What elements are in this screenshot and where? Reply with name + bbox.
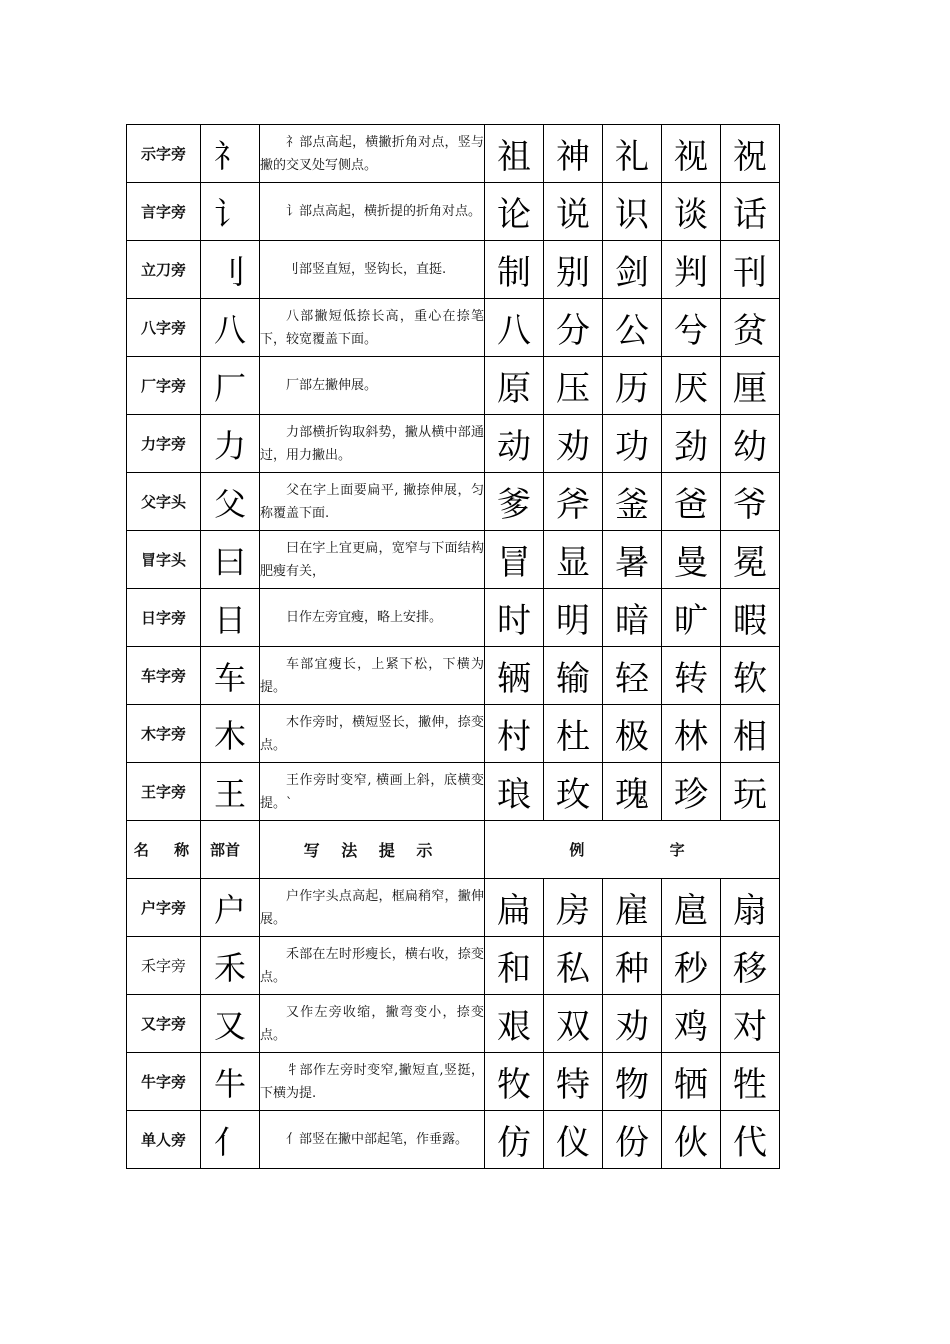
writing-tip — [260, 357, 485, 415]
writing-tip — [260, 415, 485, 473]
writing-tip — [260, 647, 485, 705]
example-char: 村 — [485, 705, 544, 763]
example-char: 功 — [603, 415, 662, 473]
example-char: 物 — [603, 1053, 662, 1111]
example-char: 软 — [721, 647, 780, 705]
radical-name: 冒字头 — [127, 531, 201, 589]
table-row — [127, 299, 780, 357]
writing-tip-text: 又作左旁收缩，撇弯变小，捺变点。 — [260, 1004, 484, 1043]
writing-tip-text: 日作左旁宜瘦，略上安排。 — [286, 610, 443, 625]
example-char: 动 — [485, 415, 544, 473]
radical-glyph: 禾 — [201, 937, 260, 995]
example-char: 玫 — [544, 763, 603, 821]
writing-tip-text: 厂部左撇伸展。 — [286, 378, 378, 393]
example-char: 劲 — [662, 415, 721, 473]
table-row — [127, 357, 780, 415]
example-char: 辆 — [485, 647, 544, 705]
example-char: 特 — [544, 1053, 603, 1111]
example-char: 谈 — [662, 183, 721, 241]
example-char: 制 — [485, 241, 544, 299]
example-char: 论 — [485, 183, 544, 241]
example-char: 琅 — [485, 763, 544, 821]
writing-tip-text: 八部撇短低捺长高，重心在捺笔下，较宽覆盖下面。 — [260, 308, 484, 347]
radical-glyph: 日 — [201, 589, 260, 647]
column-header-tip: 写 法 提 示 — [260, 821, 485, 879]
radical-name: 木字旁 — [127, 705, 201, 763]
example-char: 八 — [485, 299, 544, 357]
example-char: 厘 — [721, 357, 780, 415]
example-char: 幼 — [721, 415, 780, 473]
example-char: 伙 — [662, 1111, 721, 1169]
example-char: 输 — [544, 647, 603, 705]
example-char: 劝 — [544, 415, 603, 473]
example-char: 玩 — [721, 763, 780, 821]
writing-tip-text: 礻部点高起，横撇折角对点，竖与撇的交叉处写侧点。 — [260, 134, 484, 173]
radical-glyph: 亻 — [201, 1111, 260, 1169]
radical-rows-bottom — [127, 879, 780, 1169]
radical-table — [126, 124, 780, 1169]
writing-tip — [260, 1111, 485, 1169]
table-row — [127, 1111, 780, 1169]
radical-rows-top — [127, 125, 780, 821]
radical-name: 王字旁 — [127, 763, 201, 821]
table-row — [127, 879, 780, 937]
example-char: 厌 — [662, 357, 721, 415]
writing-tip-text: 曰在字上宜更扁，宽窄与下面结构肥瘦有关， — [260, 540, 484, 579]
example-char: 旷 — [662, 589, 721, 647]
writing-tip — [260, 183, 485, 241]
writing-tip — [260, 241, 485, 299]
example-char: 种 — [603, 937, 662, 995]
example-char: 说 — [544, 183, 603, 241]
example-char: 牺 — [662, 1053, 721, 1111]
example-char: 明 — [544, 589, 603, 647]
radical-name: 车字旁 — [127, 647, 201, 705]
writing-tip — [260, 473, 485, 531]
writing-tip-text: 车部宜瘦长，上紧下松，下横为提。 — [260, 656, 484, 695]
example-char: 爸 — [662, 473, 721, 531]
example-char: 转 — [662, 647, 721, 705]
writing-tip — [260, 937, 485, 995]
column-header-name: 名 称 — [127, 821, 201, 879]
table-row — [127, 125, 780, 183]
writing-tip — [260, 995, 485, 1053]
column-header-examples: 例 字 — [485, 821, 780, 879]
table-row — [127, 183, 780, 241]
writing-tip-text: 力部横折钩取斜势，撇从横中部通过，用力撇出。 — [260, 424, 484, 463]
example-char: 分 — [544, 299, 603, 357]
table-header-row — [127, 821, 780, 879]
radical-glyph: 木 — [201, 705, 260, 763]
radical-glyph: 父 — [201, 473, 260, 531]
radical-glyph: 刂 — [201, 241, 260, 299]
table-row — [127, 589, 780, 647]
example-char: 秒 — [662, 937, 721, 995]
example-char: 爹 — [485, 473, 544, 531]
example-char: 林 — [662, 705, 721, 763]
example-char: 贫 — [721, 299, 780, 357]
table-row — [127, 937, 780, 995]
table-row — [127, 415, 780, 473]
table-row — [127, 763, 780, 821]
example-char: 对 — [721, 995, 780, 1053]
example-char: 房 — [544, 879, 603, 937]
example-char: 艰 — [485, 995, 544, 1053]
writing-tip-text: 父在字上面要扁平, 撇捺伸展，匀称覆盖下面. — [260, 482, 484, 521]
writing-tip — [260, 763, 485, 821]
example-char: 劝 — [603, 995, 662, 1053]
writing-tip — [260, 531, 485, 589]
example-char: 原 — [485, 357, 544, 415]
table-row — [127, 241, 780, 299]
table-row — [127, 1053, 780, 1111]
writing-tip-text: 刂部竖直短，竖钩长，直挺. — [286, 262, 447, 277]
example-char: 仪 — [544, 1111, 603, 1169]
radical-name: 厂字旁 — [127, 357, 201, 415]
example-char: 相 — [721, 705, 780, 763]
example-char: 份 — [603, 1111, 662, 1169]
writing-tip — [260, 705, 485, 763]
writing-tip-text: 木作旁时，横短竖长，撇伸，捺变点。 — [260, 714, 484, 753]
example-char: 扈 — [662, 879, 721, 937]
example-char: 杜 — [544, 705, 603, 763]
example-char: 祖 — [485, 125, 544, 183]
example-char: 话 — [721, 183, 780, 241]
writing-tip-text: 禾部在左时形瘦长，横右收，捺变点。 — [260, 946, 484, 985]
radical-name: 牛字旁 — [127, 1053, 201, 1111]
example-char: 爷 — [721, 473, 780, 531]
radical-glyph: 户 — [201, 879, 260, 937]
example-char: 暑 — [603, 531, 662, 589]
example-char: 压 — [544, 357, 603, 415]
radical-glyph: 牛 — [201, 1053, 260, 1111]
example-char: 移 — [721, 937, 780, 995]
example-char: 斧 — [544, 473, 603, 531]
radical-name: 父字头 — [127, 473, 201, 531]
radical-glyph: 曰 — [201, 531, 260, 589]
example-char: 双 — [544, 995, 603, 1053]
example-char: 冒 — [485, 531, 544, 589]
example-char: 代 — [721, 1111, 780, 1169]
writing-tip-text: 亻部竖在撇中部起笔，作垂露。 — [286, 1132, 469, 1147]
example-char: 历 — [603, 357, 662, 415]
radical-name: 示字旁 — [127, 125, 201, 183]
radical-glyph: 力 — [201, 415, 260, 473]
example-char: 冕 — [721, 531, 780, 589]
example-char: 刊 — [721, 241, 780, 299]
radical-name: 八字旁 — [127, 299, 201, 357]
example-char: 牧 — [485, 1053, 544, 1111]
radical-table-header — [127, 821, 780, 879]
example-char: 牲 — [721, 1053, 780, 1111]
writing-tip — [260, 879, 485, 937]
example-char: 剑 — [603, 241, 662, 299]
writing-tip-text: 王作旁时变窄, 横画上斜，底横变提。` — [260, 772, 484, 811]
writing-tip — [260, 299, 485, 357]
writing-tip-text: 讠部点高起，横折提的折角对点。 — [286, 204, 482, 219]
example-char: 神 — [544, 125, 603, 183]
table-row — [127, 647, 780, 705]
writing-tip — [260, 589, 485, 647]
radical-glyph: 八 — [201, 299, 260, 357]
radical-name: 言字旁 — [127, 183, 201, 241]
example-char: 祝 — [721, 125, 780, 183]
example-char: 曼 — [662, 531, 721, 589]
radical-name: 禾字旁 — [127, 937, 201, 995]
example-char: 显 — [544, 531, 603, 589]
radical-name: 户字旁 — [127, 879, 201, 937]
example-char: 识 — [603, 183, 662, 241]
example-char: 扁 — [485, 879, 544, 937]
radical-glyph: 王 — [201, 763, 260, 821]
writing-tip-text: 户作字头点高起，框扁稍窄，撇伸展。 — [260, 888, 484, 927]
example-char: 私 — [544, 937, 603, 995]
example-char: 暗 — [603, 589, 662, 647]
example-char: 釜 — [603, 473, 662, 531]
example-char: 和 — [485, 937, 544, 995]
radical-glyph: 厂 — [201, 357, 260, 415]
radical-glyph: 车 — [201, 647, 260, 705]
example-char: 礼 — [603, 125, 662, 183]
example-char: 公 — [603, 299, 662, 357]
example-char: 鸡 — [662, 995, 721, 1053]
table-row — [127, 473, 780, 531]
radical-name: 又字旁 — [127, 995, 201, 1053]
radical-name: 单人旁 — [127, 1111, 201, 1169]
writing-tip — [260, 125, 485, 183]
example-char: 判 — [662, 241, 721, 299]
column-header-radical: 部首 — [201, 821, 260, 879]
example-char: 时 — [485, 589, 544, 647]
radical-glyph: 讠 — [201, 183, 260, 241]
example-char: 瑰 — [603, 763, 662, 821]
radical-name: 立刀旁 — [127, 241, 201, 299]
example-char: 极 — [603, 705, 662, 763]
radical-name: 力字旁 — [127, 415, 201, 473]
writing-tip-text: 牜部作左旁时变窄,撇短直,竖挺，下横为提. — [260, 1062, 484, 1101]
radical-glyph: 礻 — [201, 125, 260, 183]
example-char: 珍 — [662, 763, 721, 821]
example-char: 雇 — [603, 879, 662, 937]
example-char: 轻 — [603, 647, 662, 705]
example-char: 兮 — [662, 299, 721, 357]
example-char: 仿 — [485, 1111, 544, 1169]
writing-tip — [260, 1053, 485, 1111]
radical-name: 日字旁 — [127, 589, 201, 647]
table-row — [127, 995, 780, 1053]
example-char: 视 — [662, 125, 721, 183]
example-char: 别 — [544, 241, 603, 299]
table-row — [127, 531, 780, 589]
example-char: 扇 — [721, 879, 780, 937]
radical-glyph: 又 — [201, 995, 260, 1053]
table-row — [127, 705, 780, 763]
example-char: 暇 — [721, 589, 780, 647]
